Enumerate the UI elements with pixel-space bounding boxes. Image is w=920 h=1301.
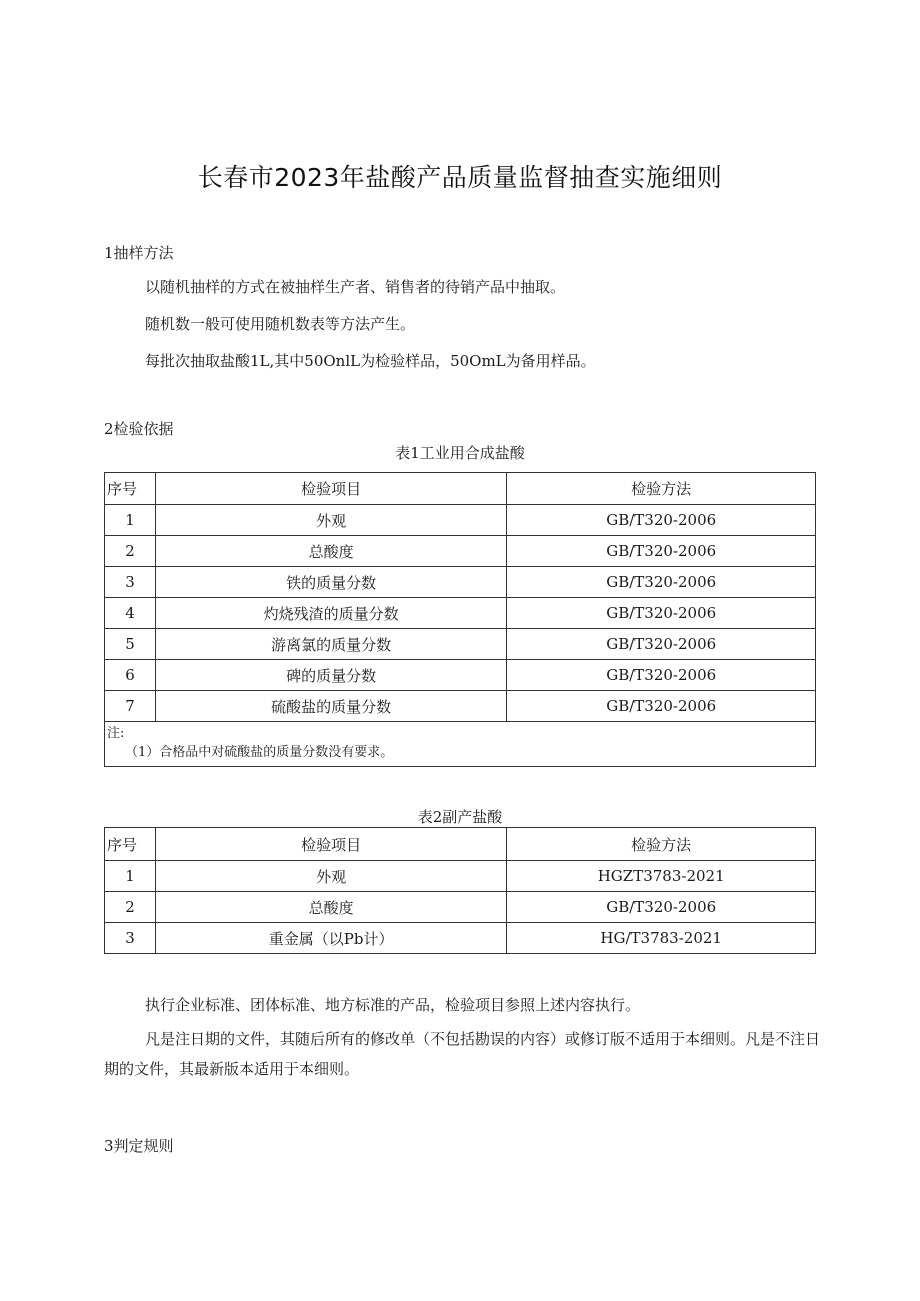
paragraph-sampling-method: 以随机抽样的方式在被抽样生产者、销售者的待销产品中抽取。 <box>145 278 566 296</box>
paragraph-sample-quantity: 每批次抽取盐酸1L,其中50OnlL为检验样品，50OmL为备用样品。 <box>145 352 596 370</box>
section-1-heading: 1抽样方法 <box>104 244 174 262</box>
row-seq: 1 <box>105 505 156 536</box>
row-seq: 2 <box>105 892 156 923</box>
row-seq: 1 <box>105 861 156 892</box>
header-method: 检验方法 <box>507 473 816 505</box>
header-item: 检验项目 <box>155 473 506 505</box>
row-method: GB/T320-2006 <box>507 567 816 598</box>
table-row <box>105 567 816 598</box>
page-title: 长春市2023年盐酸产品质量监督抽查实施细则 <box>197 163 723 192</box>
section-3-heading: 3判定规则 <box>104 1137 174 1155</box>
paragraph-random-number: 随机数一般可使用随机数表等方法产生。 <box>145 315 416 333</box>
header-item: 检验项目 <box>155 828 506 861</box>
row-method: GB/T320-2006 <box>507 536 816 567</box>
table-row <box>105 660 816 691</box>
paragraph-dated-documents: 凡是注日期的文件，其随后所有的修改单（不包括勘误的内容）或修订版不适用于本细则。凡是不注日期的文件，其最新版本适用于本细则。 <box>104 1030 821 1078</box>
table-1 <box>104 472 816 767</box>
table-2 <box>104 827 816 954</box>
header-seq: 序号 <box>105 828 156 861</box>
row-method: GB/T320-2006 <box>507 598 816 629</box>
row-seq: 5 <box>105 629 156 660</box>
row-item: 硫酸盐的质量分数 <box>155 691 506 722</box>
table-row <box>105 892 816 923</box>
note-text: （1）合格品中对硫酸盐的质量分数没有要求。 <box>125 745 394 760</box>
table-row <box>105 505 816 536</box>
header-method: 检验方法 <box>507 828 816 861</box>
row-item: 灼烧残渣的质量分数 <box>155 598 506 629</box>
table-row <box>105 923 816 954</box>
row-method: GB/T320-2006 <box>507 629 816 660</box>
row-method: GB/T320-2006 <box>507 892 816 923</box>
row-method: HG/T3783-2021 <box>507 923 816 954</box>
table-row <box>105 536 816 567</box>
table-note <box>105 722 816 767</box>
row-item: 铁的质量分数 <box>155 567 506 598</box>
section-2-heading: 2检验依据 <box>104 420 174 438</box>
row-seq: 2 <box>105 536 156 567</box>
table-note-row <box>105 722 816 767</box>
header-seq: 序号 <box>105 473 156 505</box>
table-1-caption: 表1工业用合成盐酸 <box>395 444 525 462</box>
row-item: 碑的质量分数 <box>155 660 506 691</box>
row-item: 重金属（以Pb计） <box>155 923 506 954</box>
table-row <box>105 598 816 629</box>
table-row <box>105 691 816 722</box>
row-method: GB/T320-2006 <box>507 660 816 691</box>
table-header-row <box>105 473 816 505</box>
row-method: GB/T320-2006 <box>507 691 816 722</box>
row-seq: 4 <box>105 598 156 629</box>
row-seq: 3 <box>105 923 156 954</box>
table-header-row <box>105 828 816 861</box>
row-seq: 6 <box>105 660 156 691</box>
row-method: GB/T320-2006 <box>507 505 816 536</box>
row-method: HGZT3783-2021 <box>507 861 816 892</box>
row-item: 外观 <box>155 861 506 892</box>
row-item: 外观 <box>155 505 506 536</box>
paragraph-execution-standards: 执行企业标准、团体标准、地方标准的产品，检验项目参照上述内容执行。 <box>145 996 641 1014</box>
row-seq: 7 <box>105 691 156 722</box>
table-row <box>105 629 816 660</box>
row-seq: 3 <box>105 567 156 598</box>
row-item: 游离氯的质量分数 <box>155 629 506 660</box>
row-item: 总酸度 <box>155 536 506 567</box>
table-2-caption: 表2副产盐酸 <box>417 808 503 826</box>
row-item: 总酸度 <box>155 892 506 923</box>
note-label: 注: <box>107 726 125 741</box>
table-row <box>105 861 816 892</box>
